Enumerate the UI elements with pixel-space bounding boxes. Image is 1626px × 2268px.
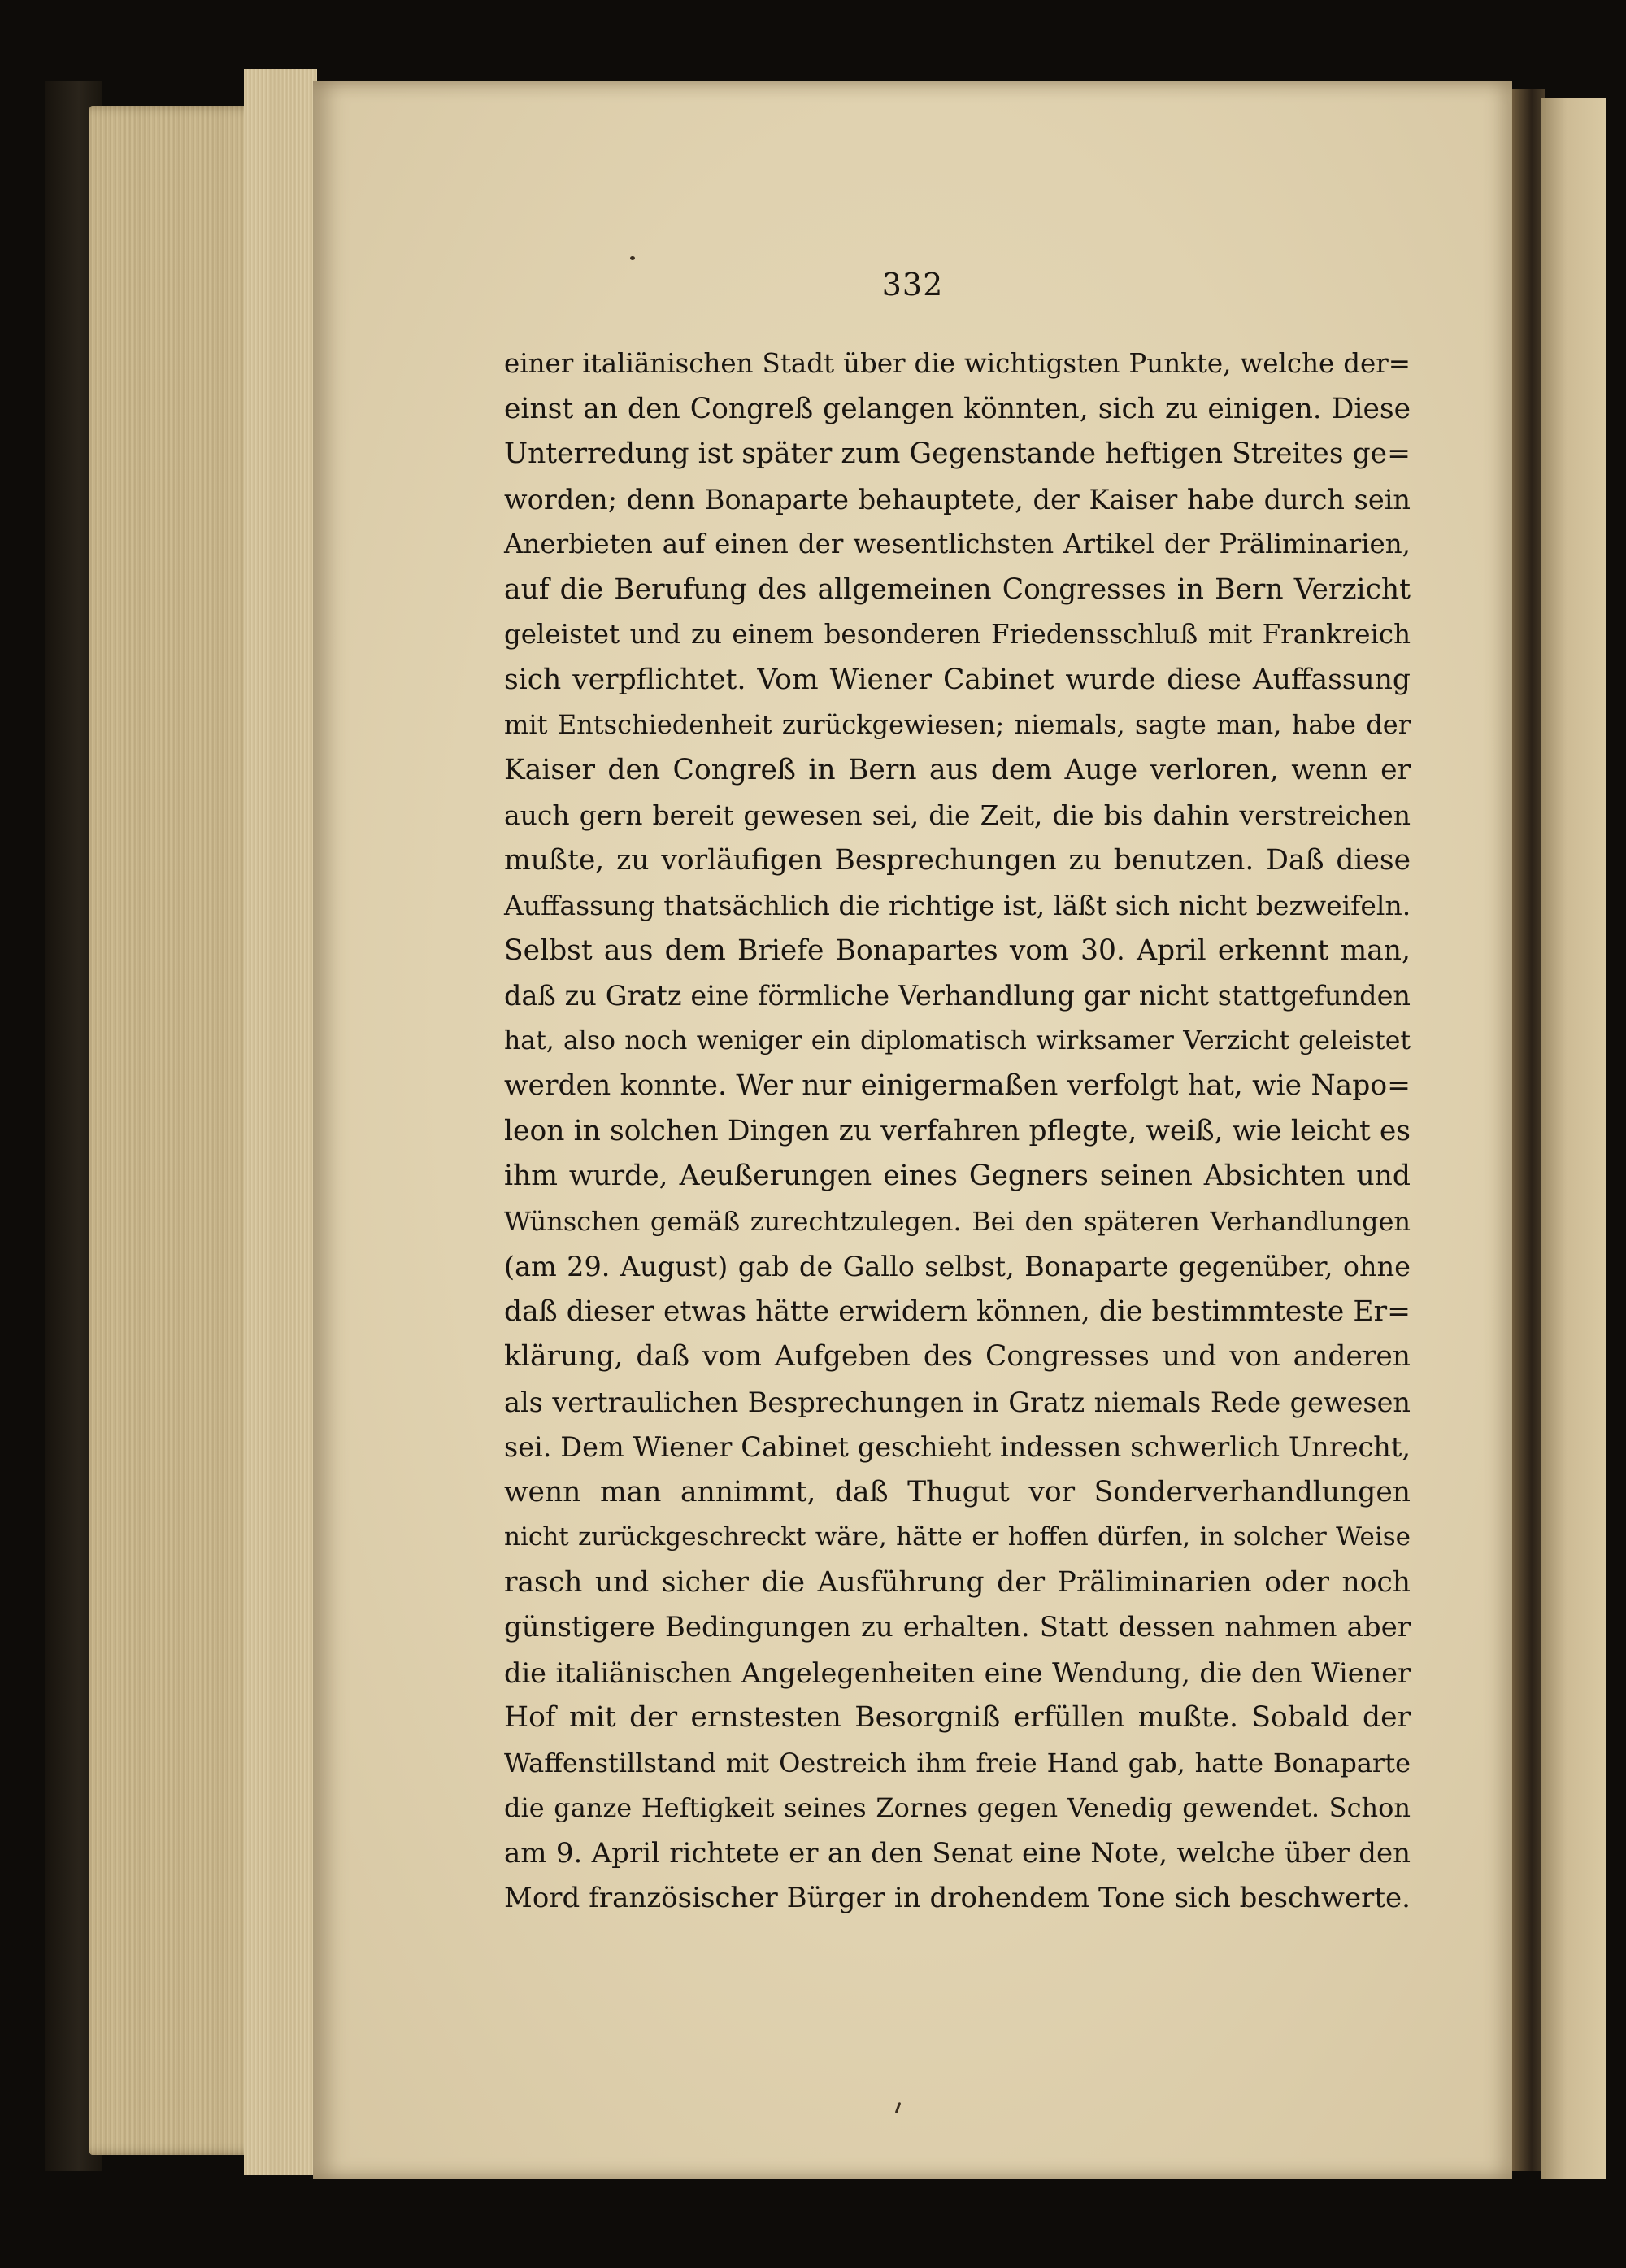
- text-line: Unterredung ist später zum Gegenstande heftigen Streites ge=: [504, 437, 1411, 470]
- text-line: rasch und sicher die Ausführung der Präliminarien oder noch: [504, 1565, 1411, 1599]
- text-line: werden konnte. Wer nur einigermaßen verfolgt hat, wie Napo=: [504, 1069, 1411, 1102]
- text-line: mit Entschiedenheit zurückgewiesen; niemals, sagte man, habe der: [504, 709, 1411, 740]
- text-line: mußte, zu vorläufigen Besprechungen zu benutzen. Daß diese: [504, 843, 1411, 877]
- text-line: worden; denn Bonaparte behauptete, der Kaiser habe durch sein: [504, 483, 1411, 516]
- text-line: daß dieser etwas hätte erwidern können, die bestimmteste Er=: [504, 1295, 1411, 1328]
- text-line: einer italiänischen Stadt über die wichtigsten Punkte, welche der=: [504, 348, 1411, 379]
- paper-speck: [895, 2102, 902, 2113]
- text-line: am 9. April richtete er an den Senat eine Note, welche über den: [504, 1836, 1411, 1870]
- text-line: die italiänischen Angelegenheiten eine Wendung, die den Wiener: [504, 1656, 1411, 1689]
- text-line: leon in solchen Dingen zu verfahren pflegte, weiß, wie leicht es: [504, 1114, 1411, 1147]
- page-number: 332: [881, 267, 944, 303]
- text-line: nicht zurückgeschreckt wäre, hätte er hoffen dürfen, in solcher Weise: [504, 1522, 1411, 1552]
- page-stack-inner-edge: [244, 69, 317, 2175]
- text-line: Mord französischer Bürger in drohendem Tone sich beschwerte.: [504, 1882, 1411, 1914]
- text-line: (am 29. August) gab de Gallo selbst, Bonaparte gegenüber, ohne: [504, 1251, 1411, 1282]
- text-line: geleistet und zu einem besonderen Friedensschluß mit Frankreich: [504, 619, 1411, 650]
- text-line: Anerbieten auf einen der wesentlichsten Artikel der Präliminarien,: [504, 529, 1411, 559]
- text-line: klärung, daß vom Aufgeben des Congresses und von anderen: [504, 1340, 1411, 1373]
- text-line: die ganze Heftigkeit seines Zornes gegen Venedig gewendet. Schon: [504, 1792, 1411, 1823]
- paper-speck: [630, 256, 635, 260]
- text-line: Selbst aus dem Briefe Bonapartes vom 30. April erkennt man,: [504, 934, 1411, 967]
- text-line: Kaiser den Congreß in Bern aus dem Auge verloren, wenn er: [504, 753, 1411, 786]
- text-line: einst an den Congreß gelangen könnten, sich zu einigen. Diese: [504, 392, 1411, 425]
- text-line: Hof mit der ernstesten Besorgniß erfüllen mußte. Sobald der: [504, 1701, 1411, 1734]
- text-line: auch gern bereit gewesen sei, die Zeit, die bis dahin verstreichen: [504, 799, 1411, 831]
- text-line: Waffenstillstand mit Oestreich ihm freie Hand gab, hatte Bonaparte: [504, 1747, 1411, 1778]
- text-line: auf die Berufung des allgemeinen Congresses in Bern Verzicht: [504, 572, 1411, 606]
- text-line: als vertraulichen Besprechungen in Gratz niemals Rede gewesen: [504, 1386, 1411, 1418]
- text-line: daß zu Gratz eine förmliche Verhandlung gar nicht stattgefunden: [504, 980, 1411, 1012]
- book-gutter: [1512, 89, 1545, 2171]
- text-line: wenn man annimmt, daß Thugut vor Sonderverhandlungen: [504, 1475, 1411, 1508]
- text-line: hat, also noch weniger ein diplomatisch wirksamer Verzicht geleistet: [504, 1025, 1411, 1056]
- text-line: sei. Dem Wiener Cabinet geschieht indessen schwerlich Unrecht,: [504, 1431, 1411, 1463]
- text-line: Auffassung thatsächlich die richtige ist, läßt sich nicht bezweifeln.: [504, 890, 1411, 921]
- text-line: sich verpflichtet. Vom Wiener Cabinet wurde diese Auffassung: [504, 663, 1411, 696]
- facing-page-edge: [1541, 98, 1606, 2179]
- body-text: [504, 342, 1411, 1922]
- text-line: ihm wurde, Aeußerungen eines Gegners seinen Absichten und: [504, 1160, 1411, 1192]
- text-line: Wünschen gemäß zurechtzulegen. Bei den späteren Verhandlungen: [504, 1205, 1411, 1237]
- text-line: günstigere Bedingungen zu erhalten. Statt dessen nahmen aber: [504, 1611, 1411, 1643]
- book-page: [313, 81, 1512, 2179]
